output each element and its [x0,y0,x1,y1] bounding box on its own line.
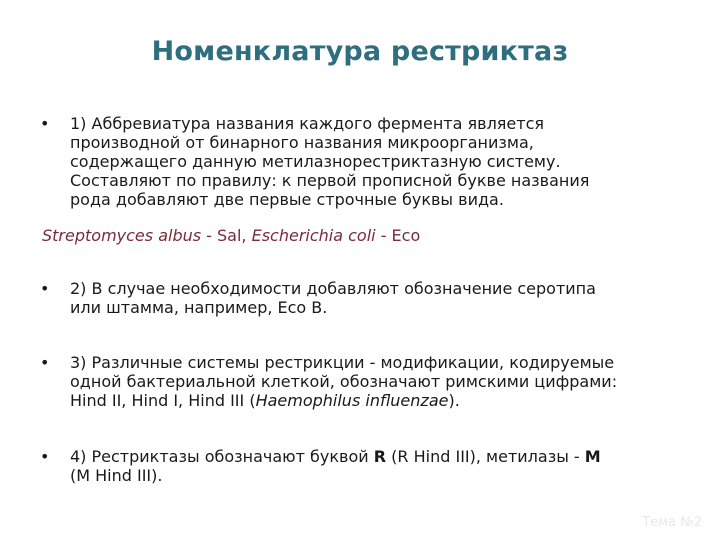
item-1-line: 1) Аббревиатура названия каждого фермента является [70,114,545,133]
item-1-line: содержащего данную метилазнорестриктазную систему. [70,152,561,171]
item-1-text [70,114,700,209]
item-4-letter-m: M [584,447,601,466]
bullet-4: • [40,447,50,466]
bullet-3: • [40,353,50,372]
example-species-1: Streptomyces albus [42,226,202,245]
item-4-line-1 [70,447,700,466]
item-2-text [70,279,700,317]
example-species-2: Escherichia coli [251,226,376,245]
item-4-line-2: (M Hind III). [70,466,163,485]
item-4-letter-r: R [373,447,387,466]
example-sep-1: - Sal, [201,226,252,245]
item-2-line: 2) В случае необходимости добавляют обозначение серотипа [70,279,596,298]
item-1-line: рода добавляют две первые строчные буквы вида. [70,190,504,209]
item-3-prefix: Hind II, Hind I, Hind III ( [70,391,256,410]
example-sep-2: - Eco [375,226,421,245]
item-1-line: производной от бинарного названия микроорганизма, [70,133,534,152]
item-4-text [70,447,700,485]
watermark: Тема №2 [642,515,702,530]
item-3-line-3 [70,391,700,410]
bullet-2: • [40,279,50,298]
slide-title: Номенклатура рестриктаз [151,36,569,67]
item-3-suffix: ). [448,391,460,410]
item-4-prefix: 4) Рестриктазы обозначают буквой [70,447,374,466]
item-3-text [70,353,700,410]
item-1-line: Составляют по правилу: к первой прописной букве названия [70,171,590,190]
item-3-line: одной бактериальной клеткой, обозначают римскими цифрами: [70,372,618,391]
example-line [42,226,420,245]
item-4-middle: (R Hind III), метилазы - [386,447,585,466]
item-3-line: 3) Различные системы рестрикции - модификации, кодируемые [70,353,615,372]
bullet-1: • [40,114,50,133]
item-2-line: или штамма, например, Eco B. [70,298,328,317]
item-3-species: Haemophilus influenzae [255,391,449,410]
